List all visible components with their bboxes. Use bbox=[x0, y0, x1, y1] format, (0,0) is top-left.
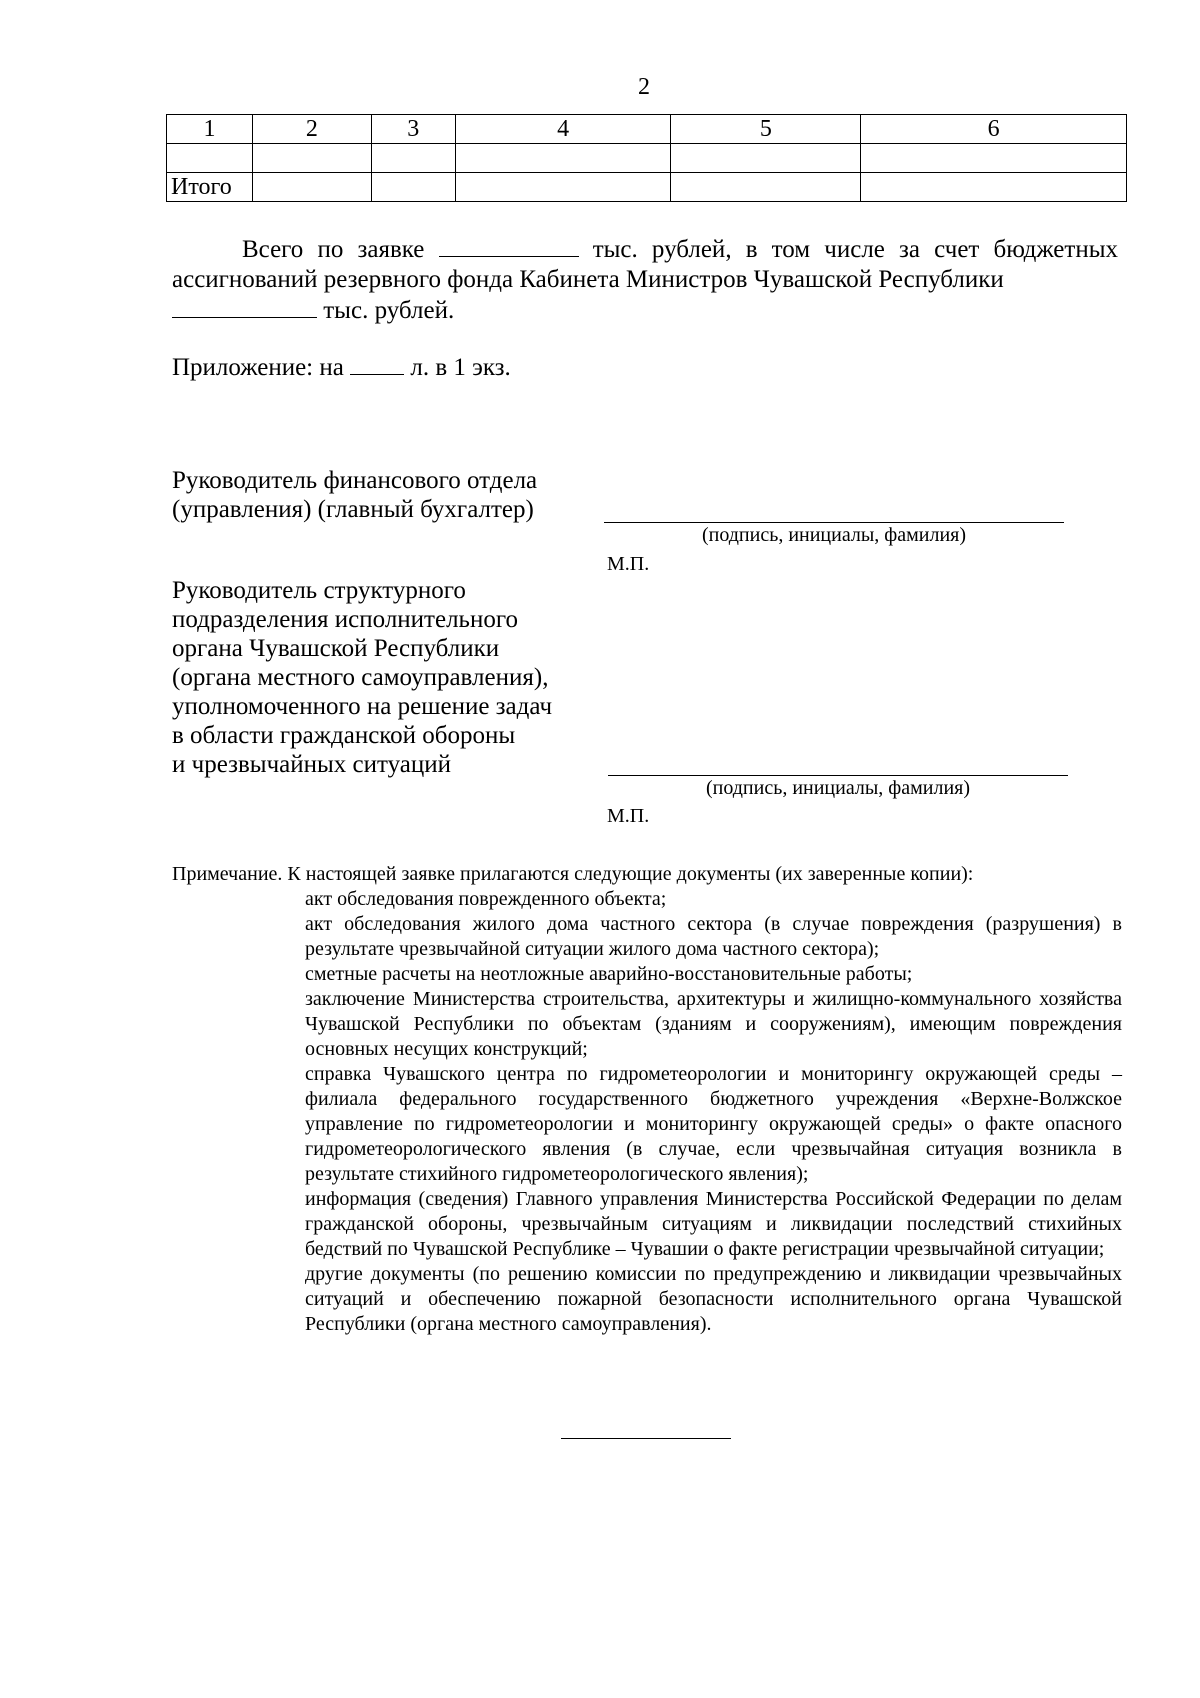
structural-head-signature-line bbox=[608, 775, 1068, 776]
list-item: акт обследования поврежденного объекта; bbox=[305, 888, 667, 910]
reserve-fund-amount-blank bbox=[172, 295, 317, 318]
note-section bbox=[172, 862, 1122, 1337]
table-total-row bbox=[167, 173, 1127, 202]
total-prefix: Всего по заявке bbox=[242, 236, 425, 263]
list-item: справка Чувашского центра по гидрометеорологии и мониторингу окружающей среды – филиала федерального государственного бюджетного учреждения «Верхне-Волжское управление по гидрометеорологии и мониторингу окружающей среды» о факте опасного гидрометеорологического явления (в случае, если чрезвычайная ситуация возникла в результате стихийного гидрометеорологического явления); bbox=[305, 1063, 1122, 1185]
total-middle: тыс. рублей, в том числе за счет бюджетных ассигнований резервного фонда Кабинета Министров Чувашской Республики bbox=[172, 236, 1118, 293]
finance-head-signature-caption: (подпись, инициалы, фамилия) bbox=[701, 524, 967, 546]
appendix-prefix: Приложение: на bbox=[172, 354, 344, 381]
table-cell bbox=[455, 144, 671, 173]
table-cell bbox=[252, 144, 371, 173]
table-cell bbox=[455, 173, 671, 202]
table-cell bbox=[861, 173, 1127, 202]
list-item: акт обследования жилого дома частного сектора (в случае повреждения (разрушения) в результате чрезвычайной ситуации жилого дома частного сектора); bbox=[305, 913, 1122, 960]
appendix-suffix: л. в 1 экз. bbox=[410, 354, 511, 381]
table-cell bbox=[167, 144, 253, 173]
end-of-document-line bbox=[561, 1438, 731, 1439]
table-total-label: Итого bbox=[167, 173, 253, 202]
note-intro: Примечание. К настоящей заявке прилагаются следующие документы (их заверенные копии): bbox=[172, 863, 974, 885]
page-number: 2 bbox=[638, 74, 650, 100]
table-cell bbox=[671, 173, 861, 202]
table-row bbox=[167, 144, 1127, 173]
table-cell bbox=[671, 144, 861, 173]
table-header-cell: 3 bbox=[371, 115, 455, 144]
summary-table bbox=[166, 114, 1127, 202]
table-cell bbox=[371, 173, 455, 202]
table-header-cell: 1 bbox=[167, 115, 253, 144]
structural-head-label: Руководитель структурного подразделения исполнительного органа Чувашской Республики (органа местного самоуправления), уполномоченного на решение задач в области гражданской обороны и чрезвычайных ситуаций bbox=[172, 577, 553, 778]
structural-head-stamp-mark: М.П. bbox=[607, 805, 650, 827]
table-cell bbox=[371, 144, 455, 173]
table-header-cell: 5 bbox=[671, 115, 861, 144]
table-cell bbox=[861, 144, 1127, 173]
appendix-line bbox=[172, 352, 511, 383]
finance-head-signature-line bbox=[604, 522, 1064, 523]
note-document-list bbox=[172, 887, 1122, 1337]
structural-head-signature-caption: (подпись, инициалы, фамилия) bbox=[705, 777, 971, 799]
finance-head-label: Руководитель финансового отдела (управления) (главный бухгалтер) bbox=[172, 467, 538, 523]
finance-head-stamp-mark: М.П. bbox=[607, 553, 650, 575]
list-item: заключение Министерства строительства, архитектуры и жилищно-коммунального хозяйства Чувашской Республики по объектам (зданиям и сооружениям), имеющим повреждения основных несущих конструкций; bbox=[305, 988, 1122, 1060]
table-header-cell: 2 bbox=[252, 115, 371, 144]
table-header-cell: 6 bbox=[861, 115, 1127, 144]
total-suffix: тыс. рублей. bbox=[323, 297, 455, 324]
list-item: другие документы (по решению комиссии по предупреждению и ликвидации чрезвычайных ситуаций и обеспечению пожарной безопасности исполнительного органа Чувашской Республики (органа местного самоуправления). bbox=[305, 1263, 1122, 1335]
table-header-row bbox=[167, 115, 1127, 144]
list-item: информация (сведения) Главного управления Министерства Российской Федерации по делам гражданской обороны, чрезвычайным ситуациям и ликвидации последствий стихийных бедствий по Чувашской Республике – Чувашии о факте регистрации чрезвычайной ситуации; bbox=[305, 1188, 1122, 1260]
total-amount-blank bbox=[439, 234, 579, 257]
table-cell bbox=[252, 173, 371, 202]
total-paragraph bbox=[172, 234, 1118, 326]
table-header-cell: 4 bbox=[455, 115, 671, 144]
list-item: сметные расчеты на неотложные аварийно-восстановительные работы; bbox=[305, 963, 913, 985]
appendix-pages-blank bbox=[350, 352, 404, 375]
